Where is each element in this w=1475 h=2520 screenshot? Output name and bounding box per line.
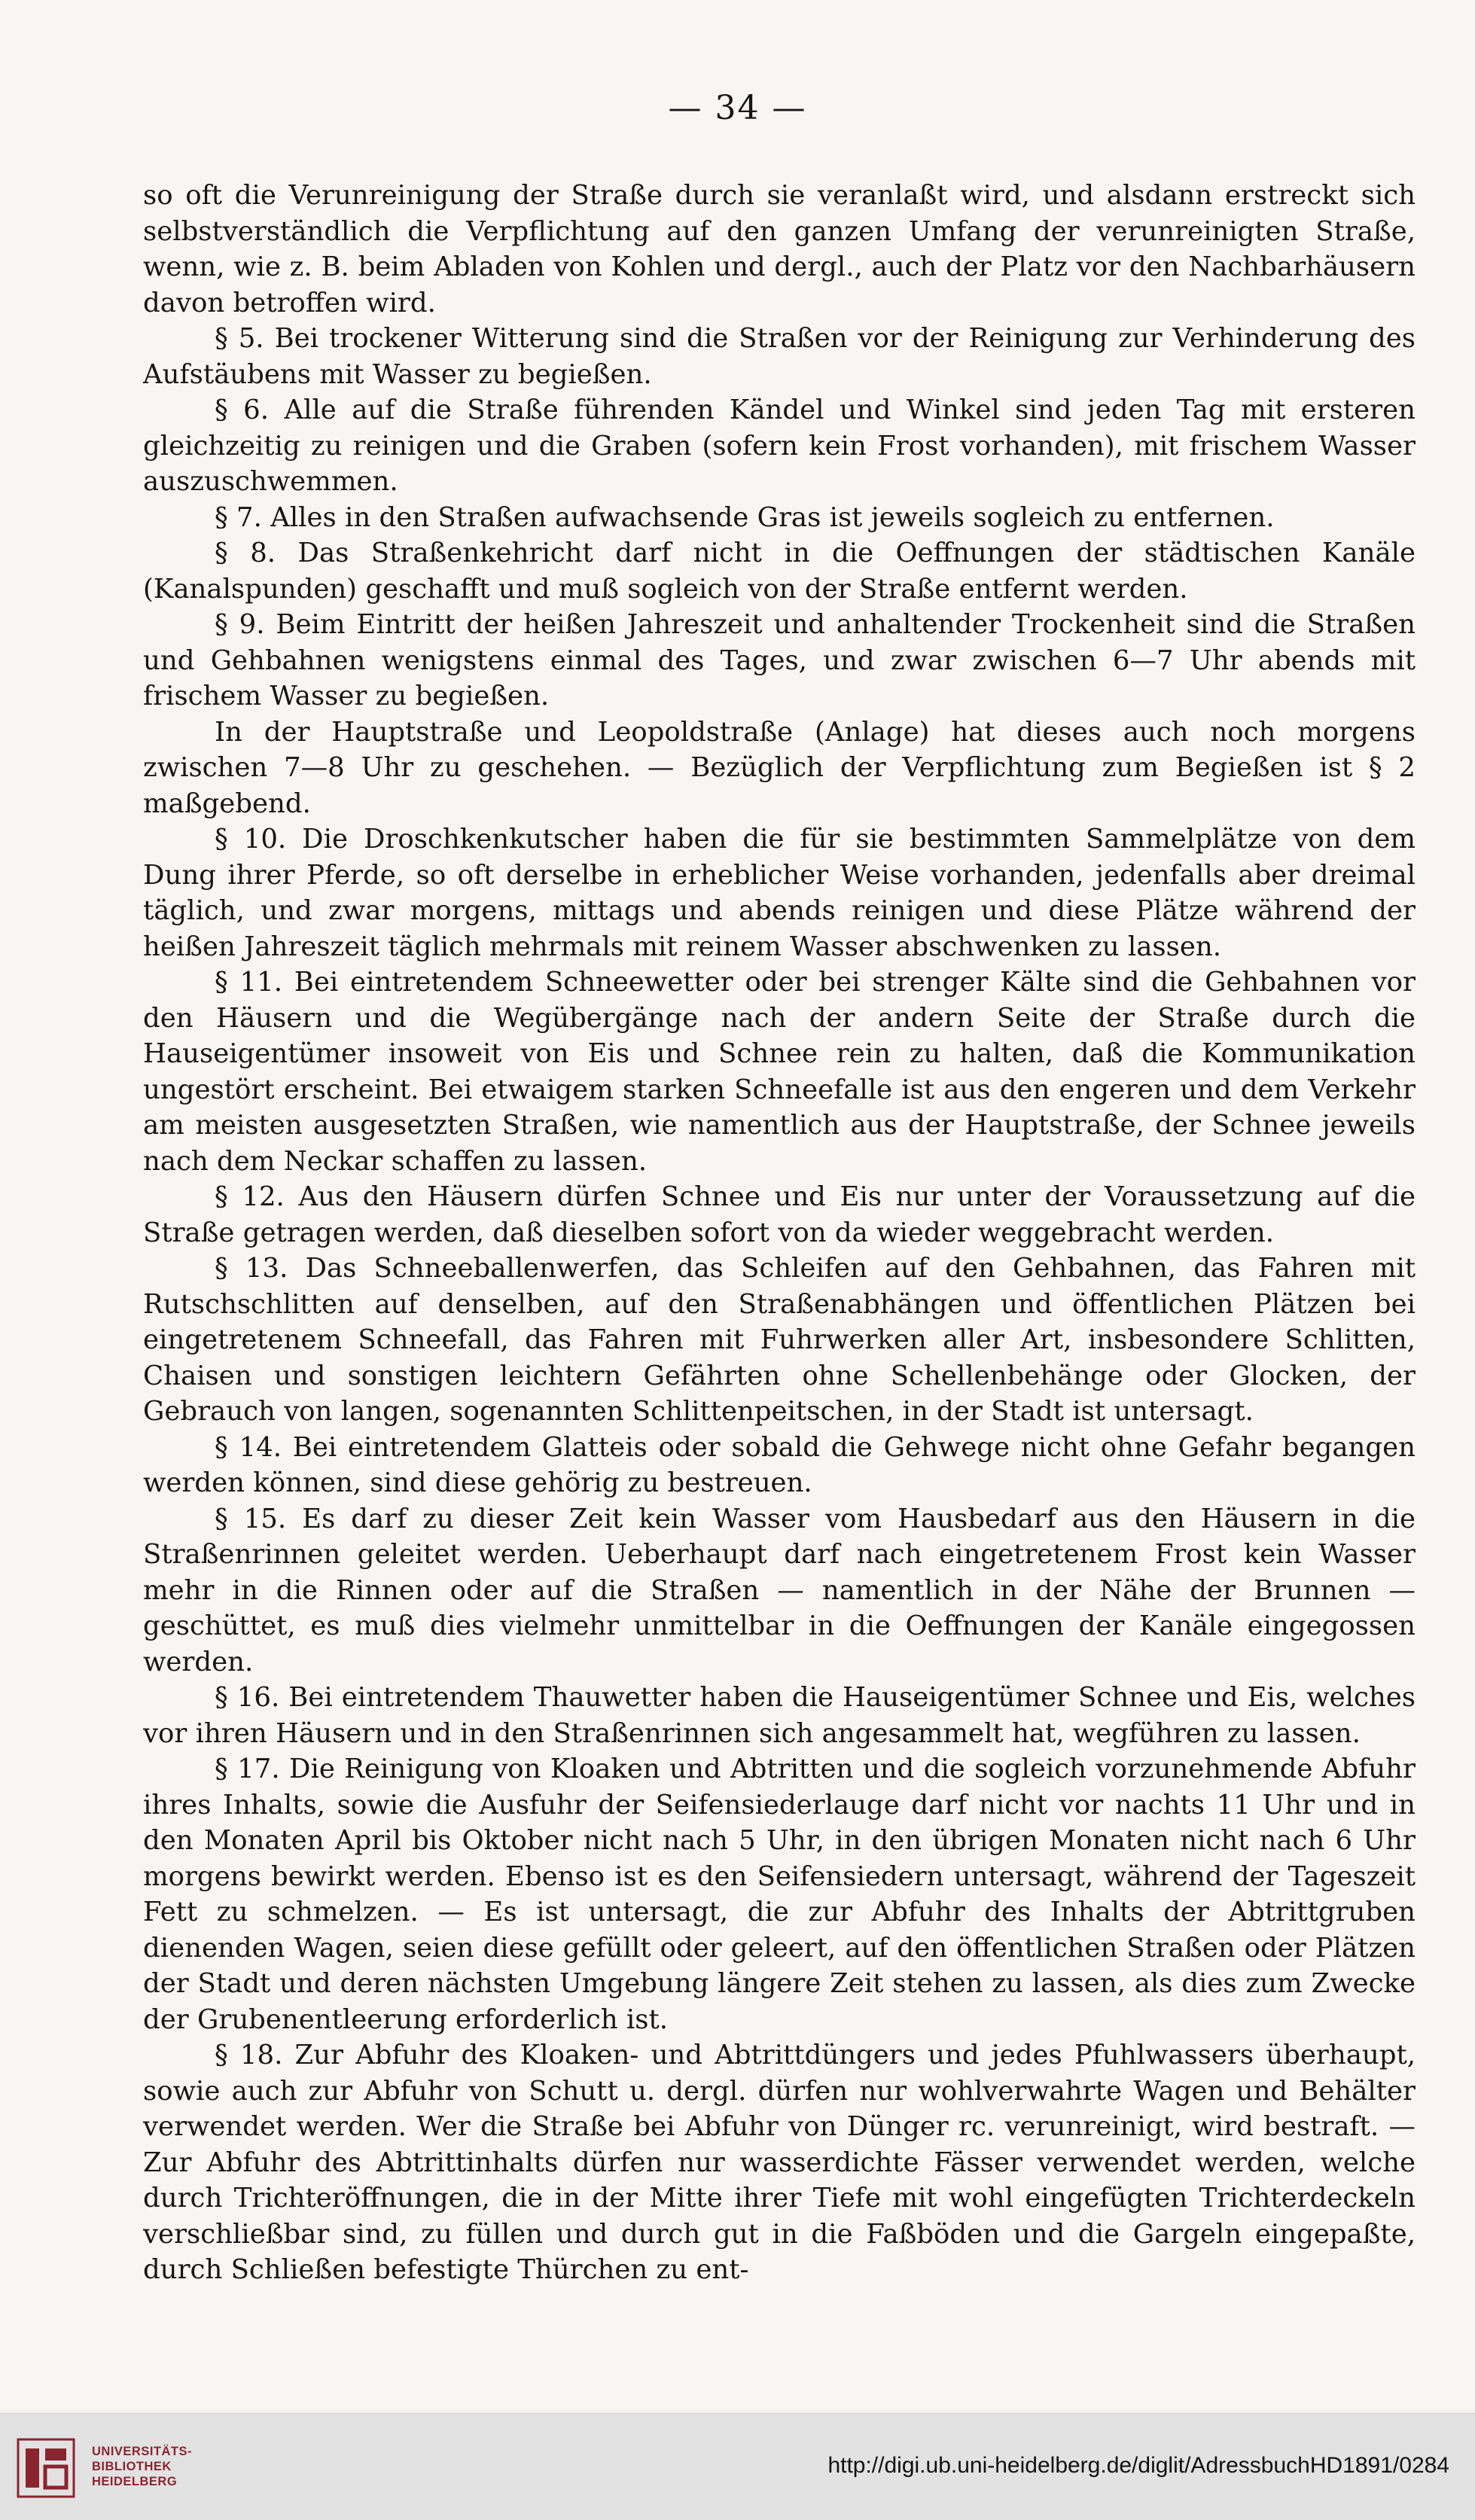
- paragraph-section-13: § 13. Das Schneeballenwerfen, das Schleifen auf den Gehbahnen, das Fahren mit Rutschschlitten auf denselben, auf den Straßenabhängen und öffentlichen Plätzen bei eingetretenem Schneefall, das Fahren mit Fuhrwerken aller Art, insbesondere Schlitten, Chaisen und sonstigen leichtern Gefährten ohne Schellenbehänge oder Glocken, der Gebrauch von langen, sogenannten Schlittenpeitschen, in der Stadt ist untersagt.: [143, 1253, 1416, 1427]
- body-text: [143, 178, 1416, 2288]
- library-name: [92, 2444, 192, 2489]
- paragraph-section-18: § 18. Zur Abfuhr des Kloaken- und Abtrittdüngers und jedes Pfuhlwassers überhaupt, sowie auch zur Abfuhr von Schutt u. dergl. dürfen nur wohlverwahrte Wagen und Behälter verwendet werden. Wer die Straße bei Abfuhr von Dünger rc. verunreinigt, wird bestraft. — Zur Abfuhr des Abtrittinhalts dürfen nur wasserdichte Fässer verwendet werden, welche durch Trichteröffnungen, die in der Mitte ihrer Tiefe mit wohl eingefügten Trichterdeckeln verschließbar sind, zu füllen und durch gut in die Faßböden und die Gargeln eingepaßte, durch Schließen befestigte Thürchen zu ent-: [143, 2040, 1416, 2285]
- library-seal-icon: [17, 2438, 75, 2498]
- paragraph-section-7: § 7. Alles in den Straßen aufwachsende Gras ist jeweils sogleich zu entfernen.: [215, 501, 1275, 533]
- paragraph-section-17: § 17. Die Reinigung von Kloaken und Abtritten und die sogleich vorzunehmende Abfuhr ihres Inhalts, sowie die Ausfuhr der Seifensiederlauge darf nicht vor nachts 11 Uhr und in den Monaten April bis Oktober nicht nach 5 Uhr, in den übrigen Monaten nicht nach 6 Uhr morgens bewirkt werden. Ebenso ist es den Seifensiedern untersagt, während der Tageszeit Fett zu schmelzen. — Es ist untersagt, die zur Abfuhr des Inhalts der Abtrittgruben dienenden Wagen, seien diese gefüllt oder geleert, auf den öffentlichen Straßen oder Plätzen der Stadt und deren nächsten Umgebung längere Zeit stehen zu lassen, als dies zum Zwecke der Grubenentleerung erforderlich ist.: [143, 1754, 1416, 2035]
- paragraph-section-14: § 14. Bei eintretendem Glatteis oder sobald die Gehwege nicht ohne Gefahr begangen werden können, sind diese gehörig zu bestreuen.: [143, 1431, 1416, 1498]
- footer-bar: [0, 2413, 1475, 2520]
- paragraph-section-10: § 10. Die Droschkenkutscher haben die für sie bestimmten Sammelplätze von dem Dung ihrer Pferde, so oft derselbe in erheblicher Weise vorhanden, jedenfalls aber dreimal täglich, und zwar morgens, mittags und abends reinigen und diese Plätze während der heißen Jahreszeit täglich mehrmals mit reinem Wasser abschwenken zu lassen.: [143, 824, 1416, 962]
- paragraph-section-12: § 12. Aus den Häusern dürfen Schnee und Eis nur unter der Voraussetzung auf die Straße getragen werden, daß dieselben sofort von da wieder weggebracht werden.: [143, 1181, 1416, 1248]
- library-name-line-3: HEIDELBERG: [92, 2475, 178, 2488]
- library-logo[interactable]: [17, 2438, 242, 2498]
- page-number: — 34 —: [668, 89, 807, 127]
- paragraph-section-16: § 16. Bei eintretendem Thauwetter haben die Hauseigentümer Schnee und Eis, welches vor ihren Häusern und in den Straßenrinnen sich angesammelt hat, wegführen zu lassen.: [143, 1682, 1416, 1749]
- paragraph-section-8: § 8. Das Straßenkehricht darf nicht in die Oeffnungen der städtischen Kanäle (Kanalspunden) geschafft und muß sogleich von der Straße entfernt werden.: [143, 538, 1416, 605]
- paragraph-section-6: § 6. Alle auf die Straße führenden Kändel und Winkel sind jeden Tag mit ersteren gleichzeitig zu reinigen und die Graben (sofern kein Frost vorhanden), mit frischem Wasser auszuschwemmen.: [143, 395, 1416, 497]
- paragraph: so oft die Verunreinigung der Straße durch sie veranlaßt wird, und alsdann erstreckt sich selbstverständlich die Verpflichtung auf den ganzen Umfang der verunreinigten Straße, wenn, wie z. B. beim Abladen von Kohlen und dergl., auch der Platz vor den Nachbarhäusern davon betroffen wird.: [143, 180, 1416, 318]
- library-name-line-1: UNIVERSITÄTS-: [92, 2445, 193, 2458]
- paragraph-section-5: § 5. Bei trockener Witterung sind die Straßen vor der Reinigung zur Verhinderung des Aufstäubens mit Wasser zu begießen.: [143, 323, 1416, 390]
- paragraph-section-15: § 15. Es darf zu dieser Zeit kein Wasser vom Hausbedarf aus den Häusern in die Straßenrinnen geleitet werden. Ueberhaupt darf nach eingetretenem Frost kein Wasser mehr in die Rinnen oder auf die Straßen — namentlich in der Nähe der Brunnen — geschüttet, es muß dies vielmehr unmittelbar in die Oeffnungen der Kanäle eingegossen werden.: [143, 1503, 1416, 1677]
- paragraph-section-9-note: In der Hauptstraße und Leopoldstraße (Anlage) hat dieses auch noch morgens zwischen 7—8 Uhr zu geschehen. — Bezüglich der Verpflichtung zum Begießen ist § 2 maßgebend.: [143, 716, 1416, 819]
- source-url-link[interactable]: http://digi.ub.uni-heidelberg.de/diglit/AdressbuchHD1891/0284: [827, 2453, 1449, 2478]
- paragraph-section-9: § 9. Beim Eintritt der heißen Jahreszeit und anhaltender Trockenheit sind die Straßen und Gehbahnen wenigstens einmal des Tages, und zwar zwischen 6—7 Uhr abends mit frischem Wasser zu begießen.: [143, 609, 1416, 712]
- paragraph-section-11: § 11. Bei eintretendem Schneewetter oder bei strenger Kälte sind die Gehbahnen vor den Häusern und die Wegübergänge nach der andern Seite der Straße durch die Hauseigentümer insoweit von Eis und Schnee rein zu halten, daß die Kommunikation ungestört erscheint. Bei etwaigem starken Schneefalle ist aus den engeren und dem Verkehr am meisten ausgesetzten Straßen, wie namentlich aus der Hauptstraße, der Schnee jeweils nach dem Neckar schaffen zu lassen.: [143, 967, 1416, 1177]
- library-name-line-2: BIBLIOTHEK: [92, 2460, 172, 2473]
